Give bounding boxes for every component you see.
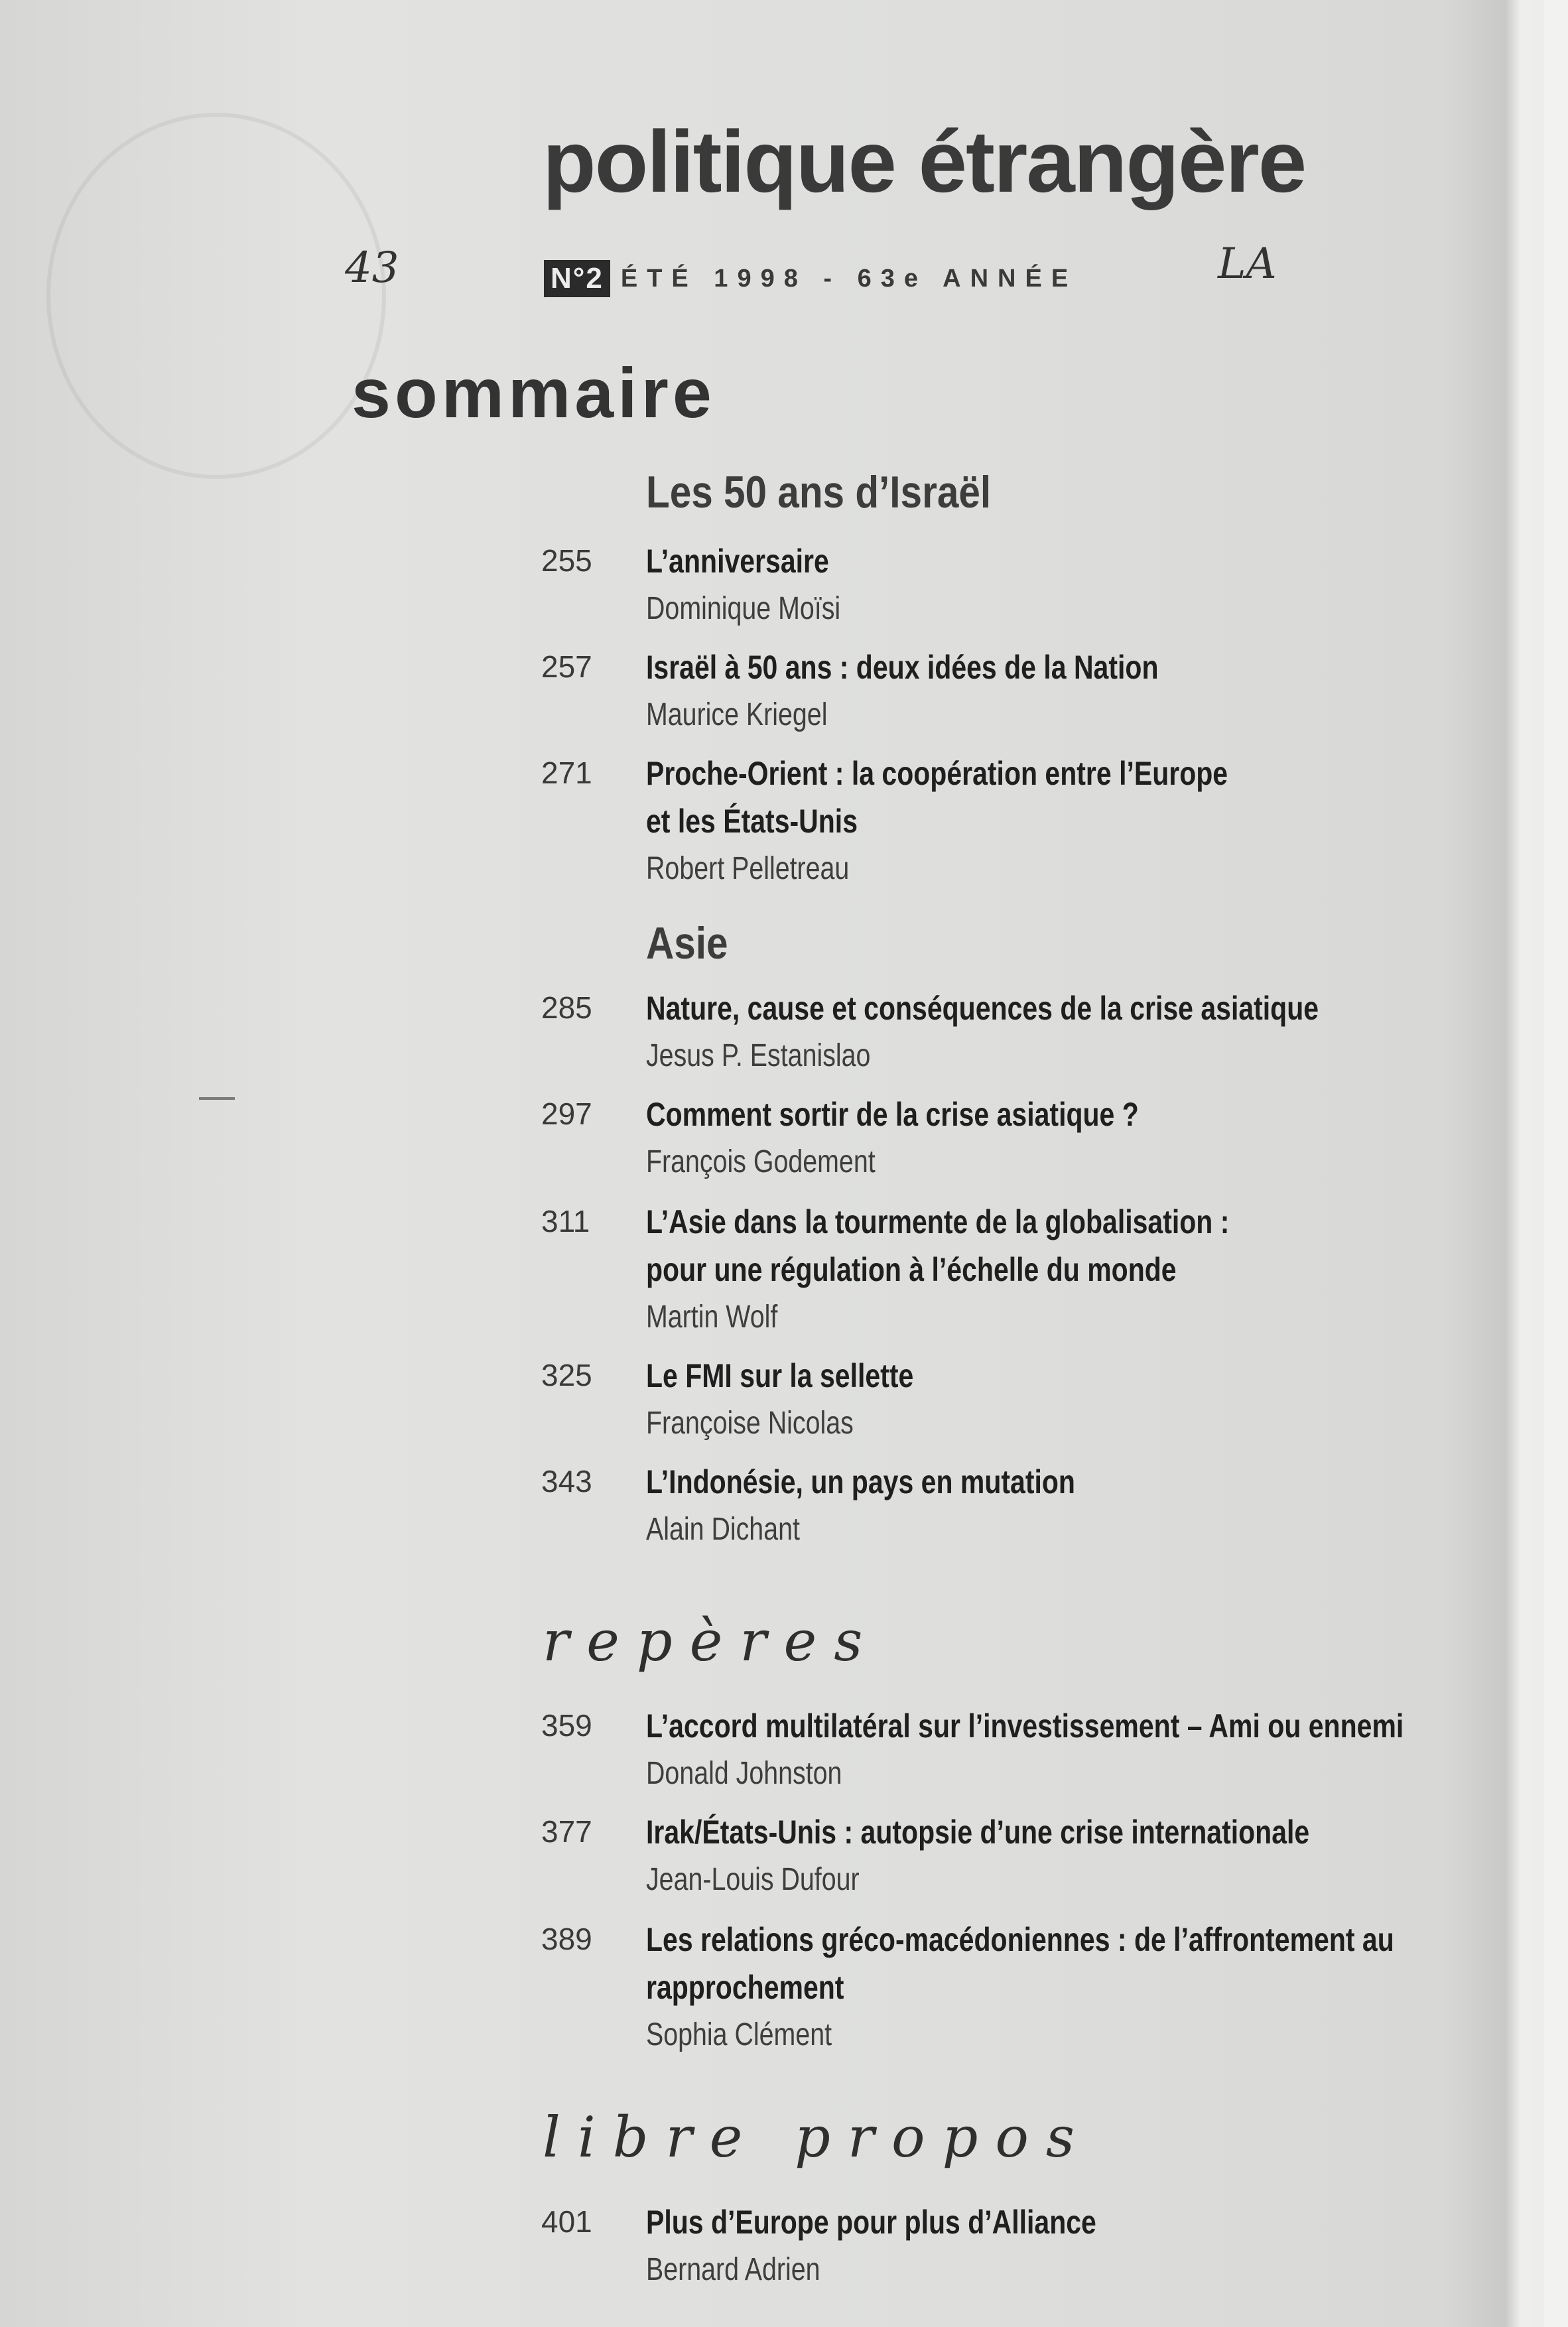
rubric-libre-propos: libre propos <box>543 2105 1092 2170</box>
page-number: 343 <box>541 1464 592 1498</box>
page-number: 401 <box>541 2204 592 2239</box>
article-title: L’Asie dans la tourmente de la globalisation : pour une régulation à l’échelle du monde <box>646 1203 1230 1288</box>
article-title: L’accord multilatéral sur l’investissement – Ami ou ennemi <box>646 1707 1404 1745</box>
article-title: Nature, cause et conséquences de la crise asiatique <box>646 990 1319 1027</box>
article-author: Robert Pelletreau <box>646 851 850 886</box>
article-title: Comment sortir de la crise asiatique ? <box>646 1096 1139 1133</box>
article-title: Le FMI sur la sellette <box>646 1357 914 1394</box>
issue-badge: N°2 <box>544 260 610 297</box>
page-number: 255 <box>541 543 592 578</box>
page-number: 325 <box>541 1358 592 1392</box>
article-title: Proche-Orient : la coopération entre l’Europe et les États-Unis <box>646 755 1228 840</box>
article-title: Israël à 50 ans : deux idées de la Nation <box>646 649 1159 686</box>
handwritten-note-left: 43 <box>345 243 399 293</box>
article-author: Martin Wolf <box>646 1299 778 1335</box>
article-author: Maurice Kriegel <box>646 697 828 732</box>
article-author: Sophia Clément <box>646 2017 832 2052</box>
article-author: Jesus P. Estanislao <box>646 1038 871 1073</box>
page-number: 359 <box>541 1708 592 1743</box>
section-heading-asie: Asie <box>646 918 728 968</box>
article-title: Plus d’Europe pour plus d’Alliance <box>646 2204 1096 2241</box>
article-title: L’Indonésie, un pays en mutation <box>646 1463 1075 1500</box>
page-number: 297 <box>541 1097 592 1131</box>
article-author: François Godement <box>646 1144 876 1179</box>
article-author: Dominique Moïsi <box>646 591 841 626</box>
contents-heading: sommaire <box>352 354 716 432</box>
page-number: 271 <box>541 756 592 790</box>
page-number: 311 <box>541 1204 590 1238</box>
issue-date: ÉTÉ 1998 - 63e ANNÉE <box>620 264 1078 293</box>
article-author: Françoise Nicolas <box>646 1406 854 1441</box>
article-author: Alain Dichant <box>646 1512 800 1547</box>
article-author: Bernard Adrien <box>646 2252 820 2287</box>
page-number: 377 <box>541 1814 592 1849</box>
section-heading-israel: Les 50 ans d’Israël <box>646 467 992 517</box>
page-number: 285 <box>541 990 592 1025</box>
page-number: 257 <box>541 649 592 684</box>
article-author: Jean-Louis Dufour <box>646 1862 860 1897</box>
page-number: 389 <box>541 1922 592 1956</box>
article-author: Donald Johnston <box>646 1756 842 1791</box>
article-title: L’anniversaire <box>646 543 829 580</box>
article-title: Irak/États-Unis : autopsie d’une crise internationale <box>646 1814 1310 1851</box>
rubric-reperes: repères <box>543 1609 880 1674</box>
handwritten-note-right: LA <box>1218 239 1277 289</box>
article-title: Les relations gréco-macédoniennes : de l’affrontement au rapprochement <box>646 1921 1394 2006</box>
journal-title: politique étrangère <box>543 113 1306 210</box>
